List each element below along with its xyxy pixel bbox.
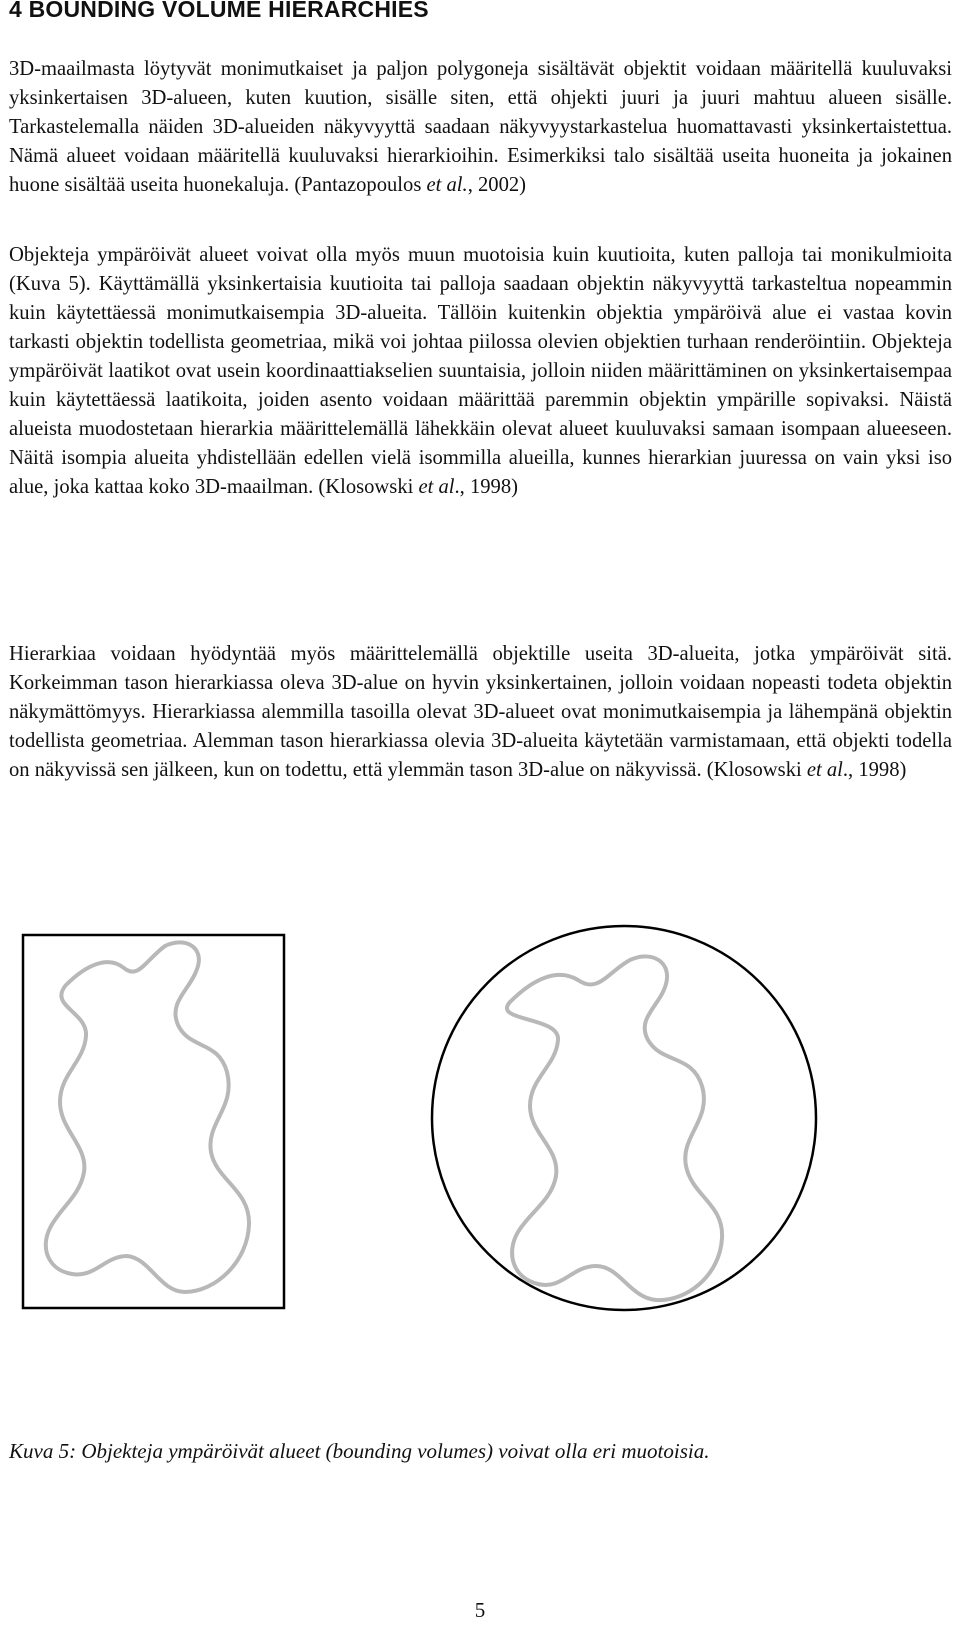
object-blob-in-sphere (507, 956, 722, 1300)
paragraph-3 (9, 640, 952, 785)
object-blob-in-box (46, 942, 249, 1292)
figure-caption: Kuva 5: Objekteja ympäröivät alueet (bounding volumes) voivat olla eri muotoisia. (9, 1439, 710, 1463)
paragraph-3-year: ., 1998) (842, 759, 907, 781)
paragraph-1-etal: et al. (426, 174, 468, 196)
paragraph-2 (9, 241, 952, 502)
figure-bounding-volumes (0, 920, 960, 1320)
bounding-box-icon (23, 935, 284, 1308)
page-number: 5 (474, 1598, 486, 1622)
paragraph-3-etal: et al (806, 759, 843, 781)
paragraph-1 (9, 55, 952, 200)
figure-illustration (0, 920, 960, 1320)
paragraph-2-text: Objekteja ympäröivät alueet voivat olla myös muun muotoisia kuin kuutioita, kuten palloja tai monikulmioita (Kuva 5). Käyttämällä yksinkertaisia kuutioita tai palloja saadaan objektin näkyvyyttä tarkasteltua nopeammin kuin käytettäessä monimutkaisempia 3D-alueita. Tällöin kuitenkin objektia ympäröivä alue ei vastaa kovin tarkasti objektin todellista geometriaa, mikä voi johtaa piilossa olevien objektien turhaan renderöintiin. Objekteja ympäröivät laatikot ovat usein koordinaattiakselien suuntaisia, jolloin niiden määrittäminen on yksinkertaisempaa kuin käytettäessä laatikoita, joiden asento voidaan määrittää paremmin objektin ympärille sopivaksi. Näistä alueista muodostetaan hierarkia määrittelemällä lähekkäin olevat alueet kuuluvaksi samaan isompaan alueeseen. Näitä isompia alueita yhdistellään edellen vielä isommilla alueilla, kunnes hierarkian juuressa on vain yksi iso alue, joka kattaa koko 3D-maailman. (Klosowski (9, 244, 952, 498)
paragraph-2-etal: et al (418, 476, 455, 498)
paragraph-2-year: ., 1998) (454, 476, 519, 498)
bounding-sphere-icon (432, 926, 816, 1310)
section-heading: 4 BOUNDING VOLUME HIERARCHIES (9, 0, 429, 22)
paragraph-1-text: 3D-maailmasta löytyvät monimutkaiset ja paljon polygoneja sisältävät objektit voidaan määritellä kuuluvaksi yksinkertaisen 3D-alueen, kuten kuution, sisälle siten, että ohjekti juuri ja juuri mahtuu alueen sisälle. Tarkastelemalla näiden 3D-alueiden näkyvyyttä saadaan näkyvyystarkastelua huomattavasti yksinkertaistettua. Nämä alueet voidaan määritellä kuuluvaksi hierarkioihin. Esimerkiksi talo sisältää useita huoneita ja jokainen huone sisältää useita huonekaluja. (Pantazopoulos (9, 58, 952, 196)
paragraph-3-text: Hierarkiaa voidaan hyödyntää myös määrittelemällä objektille useita 3D-alueita, jotka ympäröivät sitä. Korkeimman tason hierarkiassa oleva 3D-alue on hyvin yksinkertainen, jolloin voidaan nopeasti todeta objektin näkymättömyys. Hierarkiassa alemmilla tasoilla olevat 3D-alueet ovat monimutkaisempia ja lähempänä objektin todellista geometriaa. Alemman tason hierarkiassa olevia 3D-alueita käytetään varmistamaan, että objekti todella on näkyvissä sen jälkeen, kun on todettu, että ylemmän tason 3D-alue on näkyvissä. (Klosowski (9, 643, 952, 781)
paragraph-1-year: , 2002) (467, 174, 527, 196)
bounding-sphere-outline (432, 926, 816, 1310)
